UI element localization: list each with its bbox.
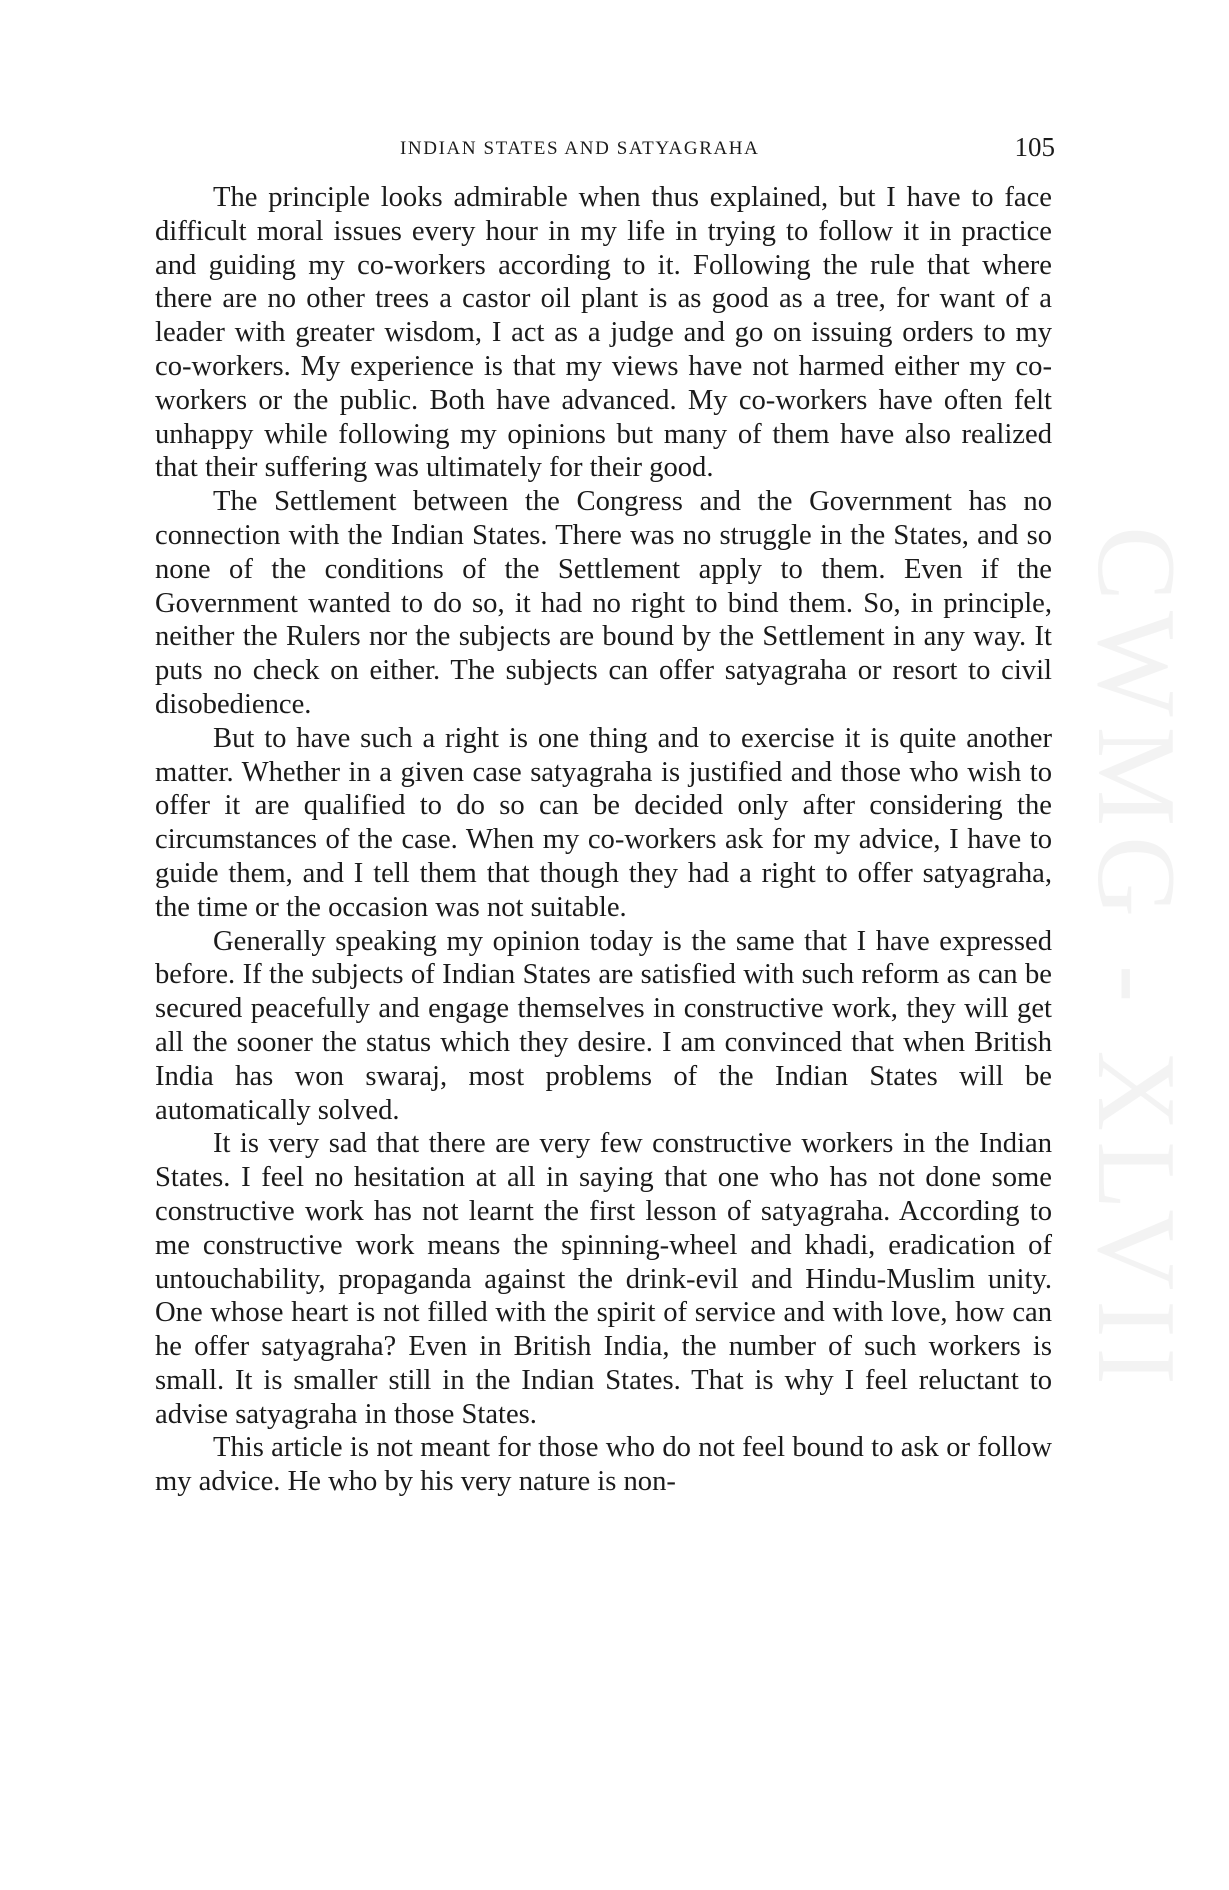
paragraph-1: The principle looks admirable when thus explained, but I have to face difficult moral issues every hour in my life in trying to follow it in practice and guiding my co-workers according to it. Following the rule that where there are no other trees a castor oil plant is as good as a tree, for want of a leader with greater wisdom, I act as a judge and go on issuing orders to my co-workers. My experience is that my views have not harmed either my co-workers or the public. Both have advanced. My co-workers have often felt unhappy while following my opinions but many of them have also realized that their suffering was ultimately for their good. xyxy=(155,182,1052,484)
watermark-text: CWMG - XLVII xyxy=(1073,525,1198,1395)
page-number: 105 xyxy=(1014,132,1055,162)
running-head xyxy=(155,132,1055,164)
paragraph-6: This article is not meant for those who do not feel bound to ask or follow my advice. He who by his very nature is non- xyxy=(155,1432,1052,1498)
paragraph-5: It is very sad that there are very few constructive workers in the Indian States. I feel no hesitation at all in saying that one who has not done some constructive work has not learnt the first lesson of satyagraha. According to me constructive work means the spinning-wheel and khadi, eradication of untouchability, propaganda against the drink-evil and Hindu-Muslim unity. One whose heart is not filled with the spirit of service and with love, how can he offer satyagraha? Even in British India, the number of such workers is small. It is smaller still in the Indian States. That is why I feel reluctant to advise satyagraha in those States. xyxy=(155,1128,1052,1430)
paragraph-3: But to have such a right is one thing and to exercise it is quite another matter. Whether in a given case satyagraha is justified and those who wish to offer it are qualified to do so can be decided only after considering the circumstances of the case. When my co-workers ask for my advice, I have to guide them, and I tell them that though they had a right to offer satyagraha, the time or the occasion was not suitable. xyxy=(155,722,1052,923)
body-text xyxy=(155,181,1052,1499)
paragraph-2: The Settlement between the Congress and the Government has no connection with the Indian States. There was no struggle in the States, and so none of the conditions of the Settlement apply to them. Even if the Government wanted to do so, it had no right to bind them. So, in principle, neither the Rulers nor the subjects are bound by the Settlement in any way. It puts no check on either. The subjects can offer satyagraha or resort to civil disobedience. xyxy=(155,486,1052,720)
running-title: INDIAN STATES AND SATYAGRAHA xyxy=(400,138,760,159)
paragraph-4: Generally speaking my opinion today is the same that I have expressed before. If the subjects of Indian States are satisfied with such reform as can be secured peacefully and engage themselves in constructive work, they will get all the sooner the status which they desire. I am convinced that when British India has won swaraj, most problems of the Indian States will be automatically solved. xyxy=(155,925,1052,1126)
watermark xyxy=(1070,420,1200,1500)
